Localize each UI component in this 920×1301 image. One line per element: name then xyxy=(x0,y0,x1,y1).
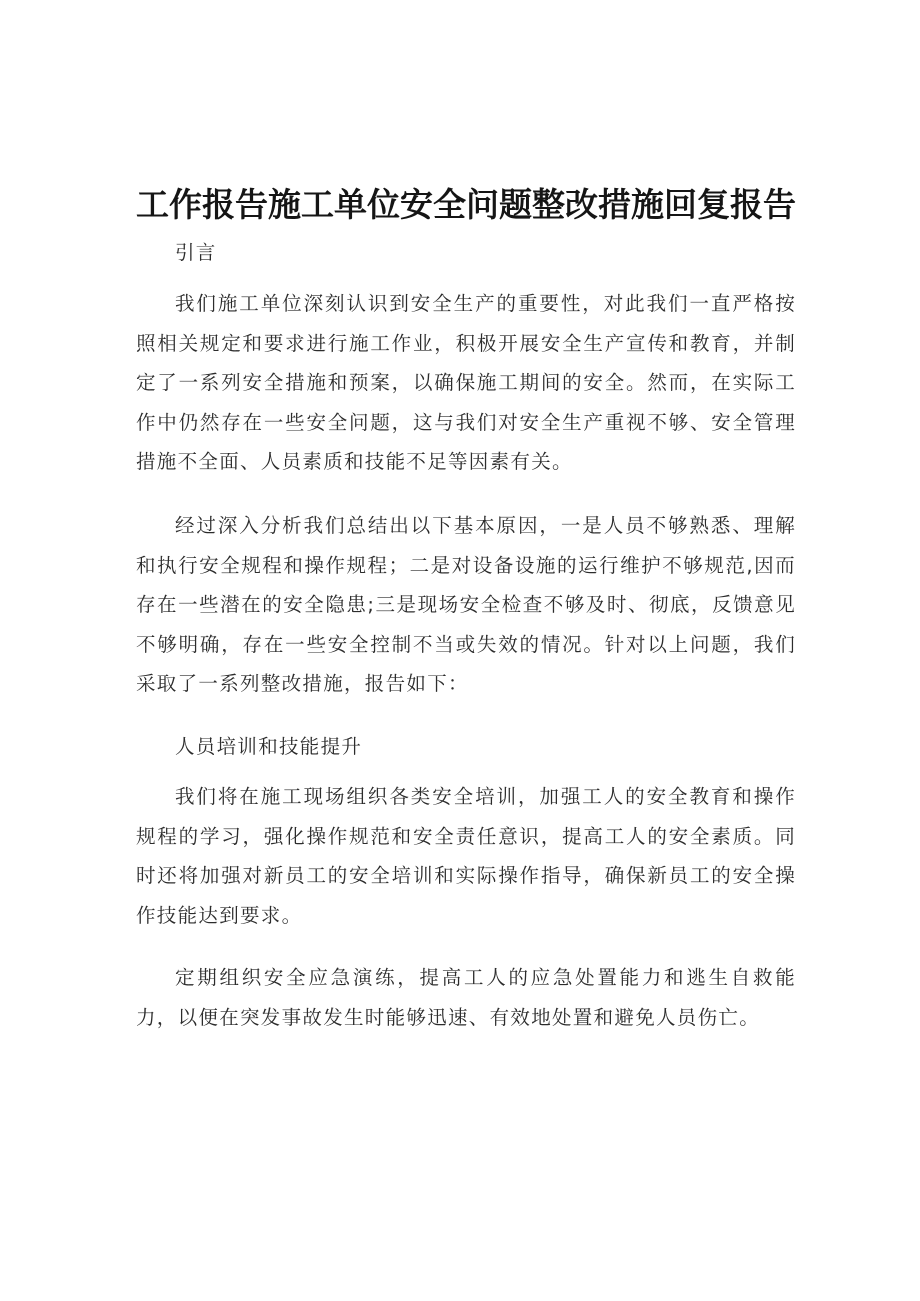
paragraph-causes: 经过深入分析我们总结出以下基本原因，一是人员不够熟悉、理解和执行安全规程和操作规程；二是对设备设施的运行维护不够规范,因而存在一些潜在的安全隐患;三是现场安全检查不够及时、彻底，反馈意见不够明确，存在一些安全控制不当或失效的情况。针对以上问题，我们采取了一系列整改措施，报告如下： xyxy=(136,514,796,695)
paragraph-training: 我们将在施工现场组织各类安全培训，加强工人的安全教育和操作规程的学习，强化操作规范和安全责任意识，提高工人的安全素质。同时还将加强对新员工的安全培训和实际操作指导，确保新员工的安全操作技能达到要求。 xyxy=(136,785,796,927)
section-heading-training: 人员培训和技能提升 xyxy=(175,735,363,758)
paragraph-background: 我们施工单位深刻认识到安全生产的重要性，对此我们一直严格按照相关规定和要求进行施工作业，积极开展安全生产宣传和教育，并制定了一系列安全措施和预案，以确保施工期间的安全。然而，在实际工作中仍然存在一些安全问题，这与我们对安全生产重视不够、安全管理措施不全面、人员素质和技能不足等因素有关。 xyxy=(136,292,796,473)
intro-heading: 引言 xyxy=(175,241,217,264)
paragraph-emergency-drills: 定期组织安全应急演练，提高工人的应急处置能力和逃生自救能力，以便在突发事故发生时能够迅速、有效地处置和避免人员伤亡。 xyxy=(136,966,796,1029)
document-title: 工作报告施工单位安全问题整改措施回复报告 xyxy=(136,185,796,224)
